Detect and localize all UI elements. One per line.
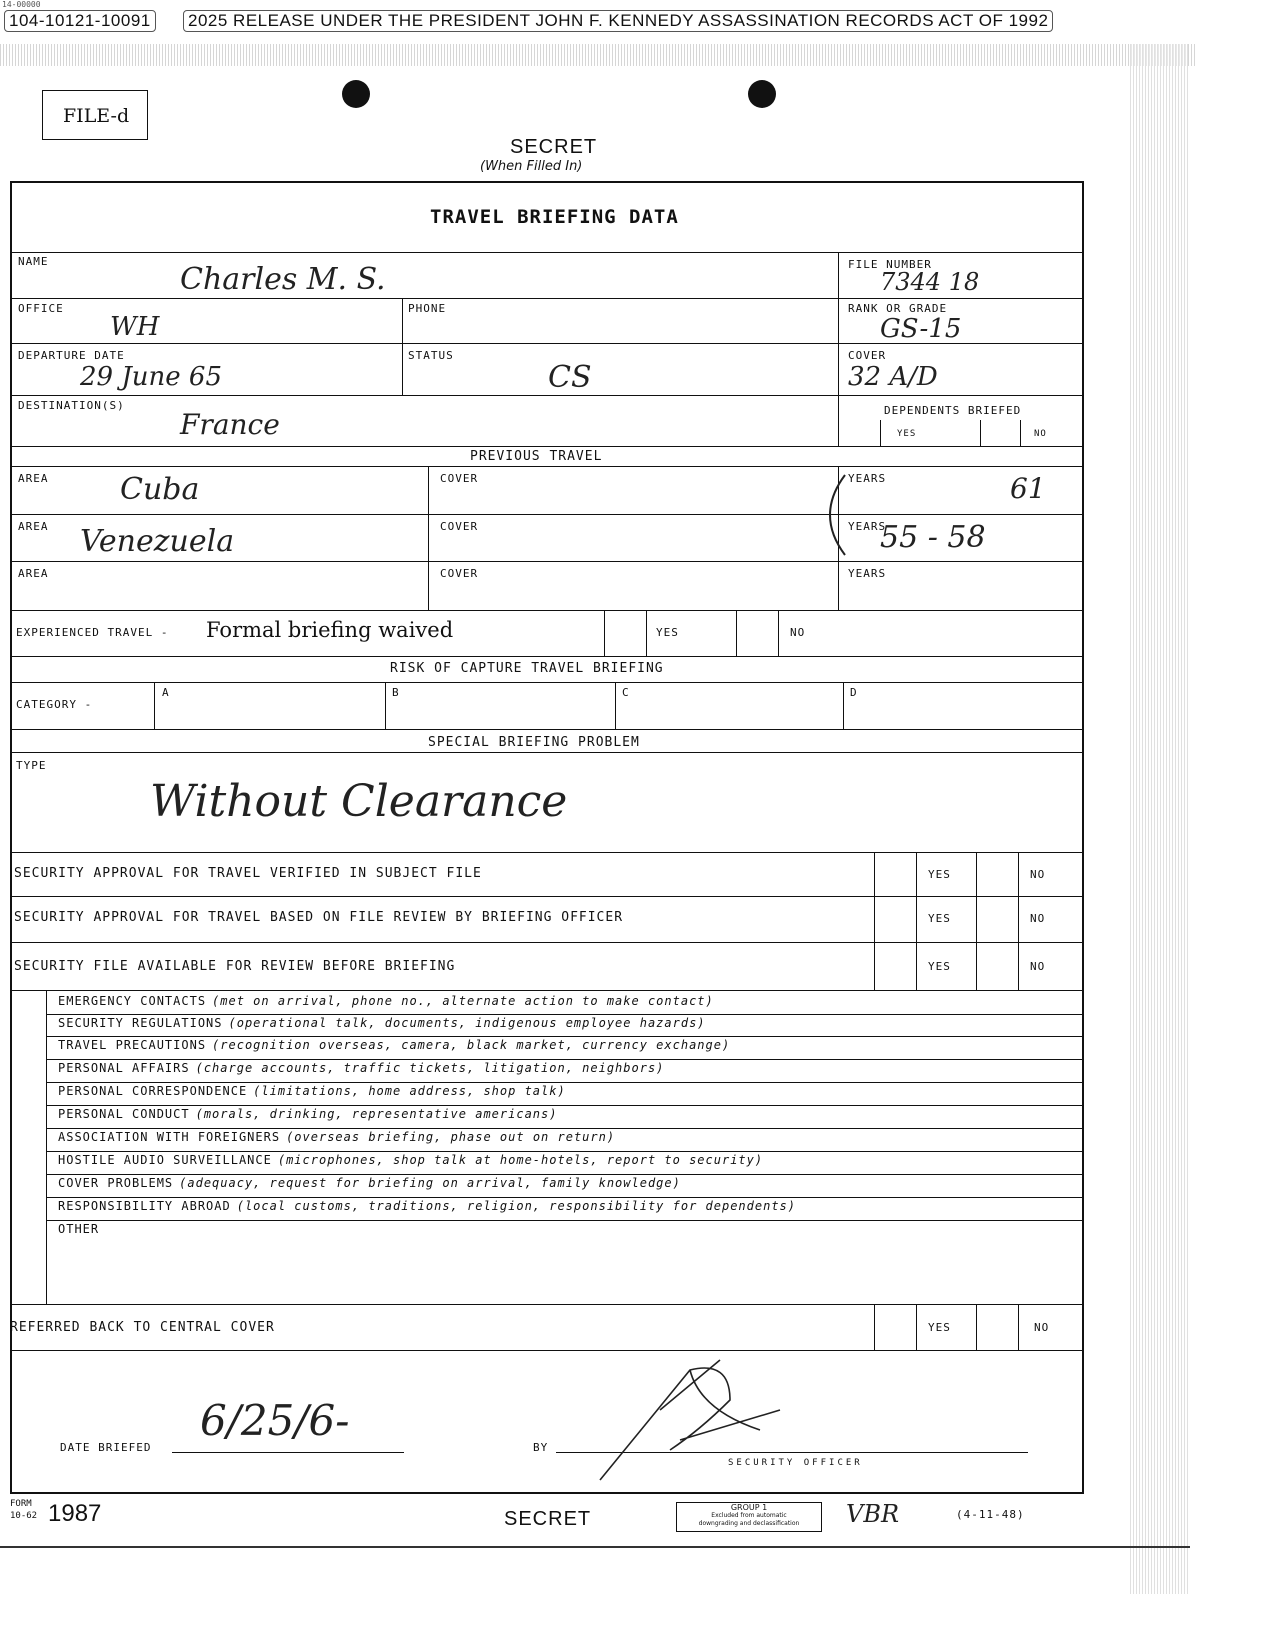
handwritten-initials: VBR (846, 1500, 900, 1528)
experienced-yes: YES (656, 626, 679, 639)
name-label: NAME (18, 255, 49, 268)
destination-label: DESTINATION(S) (18, 399, 125, 412)
officer-signature (580, 1350, 800, 1490)
classification-bottom: SECRET (504, 1508, 592, 1530)
cover-label-3: COVER (440, 567, 479, 580)
years-label-1: YEARS (848, 472, 887, 485)
checklist-item-desc: (adequacy, request for briefing on arrival, family knowledge) (179, 1176, 681, 1190)
handwritten-office: WH (110, 312, 160, 342)
checklist-item (58, 1061, 664, 1075)
phone-label: PHONE (408, 302, 447, 315)
checklist-item-desc: (met on arrival, phone no., alternate action to make contact) (212, 994, 714, 1008)
checklist-item-head: ASSOCIATION WITH FOREIGNERS (58, 1130, 281, 1144)
dependents-label: DEPENDENTS BRIEFED (884, 404, 1022, 417)
handwritten-cover: 32 A/D (848, 362, 938, 392)
file-stamp (42, 90, 148, 140)
experienced-travel-label: EXPERIENCED TRAVEL - (16, 626, 169, 639)
category-c: C (622, 686, 630, 699)
checklist-item (58, 1016, 706, 1030)
area-label-3: AREA (18, 567, 49, 580)
handwritten-years-1: 61 (1010, 472, 1046, 505)
checklist-item-desc: (overseas briefing, phase out on return) (286, 1130, 616, 1144)
special-heading: SPECIAL BRIEFING PROBLEM (428, 735, 640, 750)
release-banner: 2025 RELEASE UNDER THE PRESIDENT JOHN F. KENNEDY ASSASSINATION RECORDS ACT OF 1992 (183, 10, 1053, 32)
checklist-item-head: SECURITY REGULATIONS (58, 1016, 223, 1030)
scan-edge (1130, 44, 1188, 1594)
file-number-label: FILE NUMBER (848, 258, 932, 271)
handwritten-departure: 29 June 65 (80, 362, 222, 392)
form-number: 1987 (48, 1500, 102, 1527)
handwritten-special-type: Without Clearance (150, 776, 568, 827)
group-stamp (676, 1502, 822, 1532)
departure-label: DEPARTURE DATE (18, 349, 125, 362)
checklist-item-head: PERSONAL CONDUCT (58, 1107, 190, 1121)
group-stamp-line: downgrading and declassification (698, 1520, 800, 1527)
group-stamp-line: GROUP 1 (730, 1503, 768, 1512)
bracket-mark-icon (810, 470, 850, 560)
punch-hole-icon (748, 80, 776, 108)
checklist-item-head: COVER PROBLEMS (58, 1176, 174, 1190)
dependents-no: NO (1034, 429, 1047, 439)
checklist-item (58, 1222, 105, 1236)
checklist-item-desc: (local customs, traditions, religion, responsibility for dependents) (236, 1199, 796, 1213)
security-officer-label: SECURITY OFFICER (728, 1458, 863, 1468)
checklist-item (58, 1107, 557, 1121)
security-row-1-label: SECURITY APPROVAL FOR TRAVEL VERIFIED IN SUBJECT FILE (14, 866, 482, 881)
category-b: B (392, 686, 400, 699)
security-row-2-label: SECURITY APPROVAL FOR TRAVEL BASED ON FILE REVIEW BY BRIEFING OFFICER (14, 910, 624, 925)
handwritten-name: Charles M. S. (180, 262, 386, 297)
by-label: BY (533, 1441, 549, 1454)
checklist-item (58, 1130, 615, 1144)
checklist-item-head: EMERGENCY CONTACTS (58, 994, 207, 1008)
checklist-item-desc: (recognition overseas, camera, black market, currency exchange) (212, 1038, 731, 1052)
checklist-item (58, 1176, 681, 1190)
corner-code: 14-00000 (2, 0, 41, 9)
form-date: 10-62 (10, 1511, 38, 1521)
date-briefed-label: DATE BRIEFED (60, 1441, 152, 1454)
cover-label-1: COVER (440, 472, 479, 485)
handwritten-status: CS (548, 360, 592, 395)
type-label: TYPE (16, 759, 47, 772)
form-reference: (4-11-48) (956, 1508, 1025, 1521)
checklist-item-desc: (operational talk, documents, indigenous employee hazards) (228, 1016, 706, 1030)
checklist-item-head: OTHER (58, 1222, 100, 1236)
checklist-item-desc: (limitations, home address, shop talk) (253, 1084, 566, 1098)
checklist-item-desc: (morals, drinking, representative americans) (195, 1107, 558, 1121)
security-row-3-no: NO (1030, 960, 1046, 973)
checklist-item (58, 1038, 730, 1052)
referred-no: NO (1034, 1321, 1050, 1334)
checklist-item (58, 1199, 796, 1213)
checklist-item-desc: (microphones, shop talk at home-hotels, report to security) (277, 1153, 764, 1167)
classification-top: SECRET (510, 136, 598, 158)
area-label-2: AREA (18, 520, 49, 533)
dependents-yes: YES (897, 429, 917, 439)
referred-label: REFERRED BACK TO CENTRAL COVER (10, 1320, 275, 1335)
cover-label: COVER (848, 349, 887, 362)
checklist-item-head: RESPONSIBILITY ABROAD (58, 1199, 231, 1213)
office-label: OFFICE (18, 302, 64, 315)
checklist-item-head: PERSONAL CORRESPONDENCE (58, 1084, 248, 1098)
years-label-3: YEARS (848, 567, 887, 580)
checklist-item (58, 1153, 763, 1167)
group-stamp-line: Excluded from automatic (711, 1512, 787, 1519)
category-a: A (162, 686, 170, 699)
years-label-2: YEARS (848, 520, 887, 533)
cover-label-2: COVER (440, 520, 479, 533)
checklist-item (58, 994, 714, 1008)
risk-heading: RISK OF CAPTURE TRAVEL BRIEFING (390, 661, 664, 676)
punch-hole-icon (342, 80, 370, 108)
security-row-3-label: SECURITY FILE AVAILABLE FOR REVIEW BEFORE BRIEFING (14, 959, 456, 974)
checklist-item-head: PERSONAL AFFAIRS (58, 1061, 190, 1075)
checklist-item-desc: (charge accounts, traffic tickets, litigation, neighbors) (195, 1061, 665, 1075)
handwritten-rank: GS-15 (880, 314, 962, 344)
handwritten-date-briefed: 6/25/6- (200, 1396, 350, 1445)
document-id: 104-10121-10091 (4, 10, 156, 32)
form-label: FORM (10, 1499, 32, 1509)
classification-note: (When Filled In) (480, 159, 583, 174)
handwritten-area-1: Cuba (120, 472, 200, 507)
checklist-item-head: TRAVEL PRECAUTIONS (58, 1038, 207, 1052)
security-row-1-no: NO (1030, 868, 1046, 881)
area-label-1: AREA (18, 472, 49, 485)
scan-noise (0, 44, 1195, 66)
previous-travel-heading: PREVIOUS TRAVEL (470, 449, 603, 464)
experienced-no: NO (790, 626, 806, 639)
security-row-2-no: NO (1030, 912, 1046, 925)
form-title: TRAVEL BRIEFING DATA (430, 206, 679, 228)
security-row-2-yes: YES (928, 912, 951, 925)
category-label: CATEGORY - (16, 698, 93, 711)
handwritten-destination: France (180, 408, 280, 441)
status-label: STATUS (408, 349, 454, 362)
rank-label: RANK OR GRADE (848, 302, 948, 315)
handwritten-area-2: Venezuela (80, 524, 235, 559)
file-stamp-text: FILE-d (63, 105, 130, 127)
referred-yes: YES (928, 1321, 951, 1334)
checklist-item (58, 1084, 566, 1098)
checklist-item-head: HOSTILE AUDIO SURVEILLANCE (58, 1153, 272, 1167)
security-row-3-yes: YES (928, 960, 951, 973)
handwritten-years-2: 55 - 58 (880, 520, 986, 555)
handwritten-file-number: 7344 18 (880, 268, 980, 296)
security-row-1-yes: YES (928, 868, 951, 881)
experienced-typed: Formal briefing waived (206, 618, 454, 642)
category-d: D (850, 686, 858, 699)
